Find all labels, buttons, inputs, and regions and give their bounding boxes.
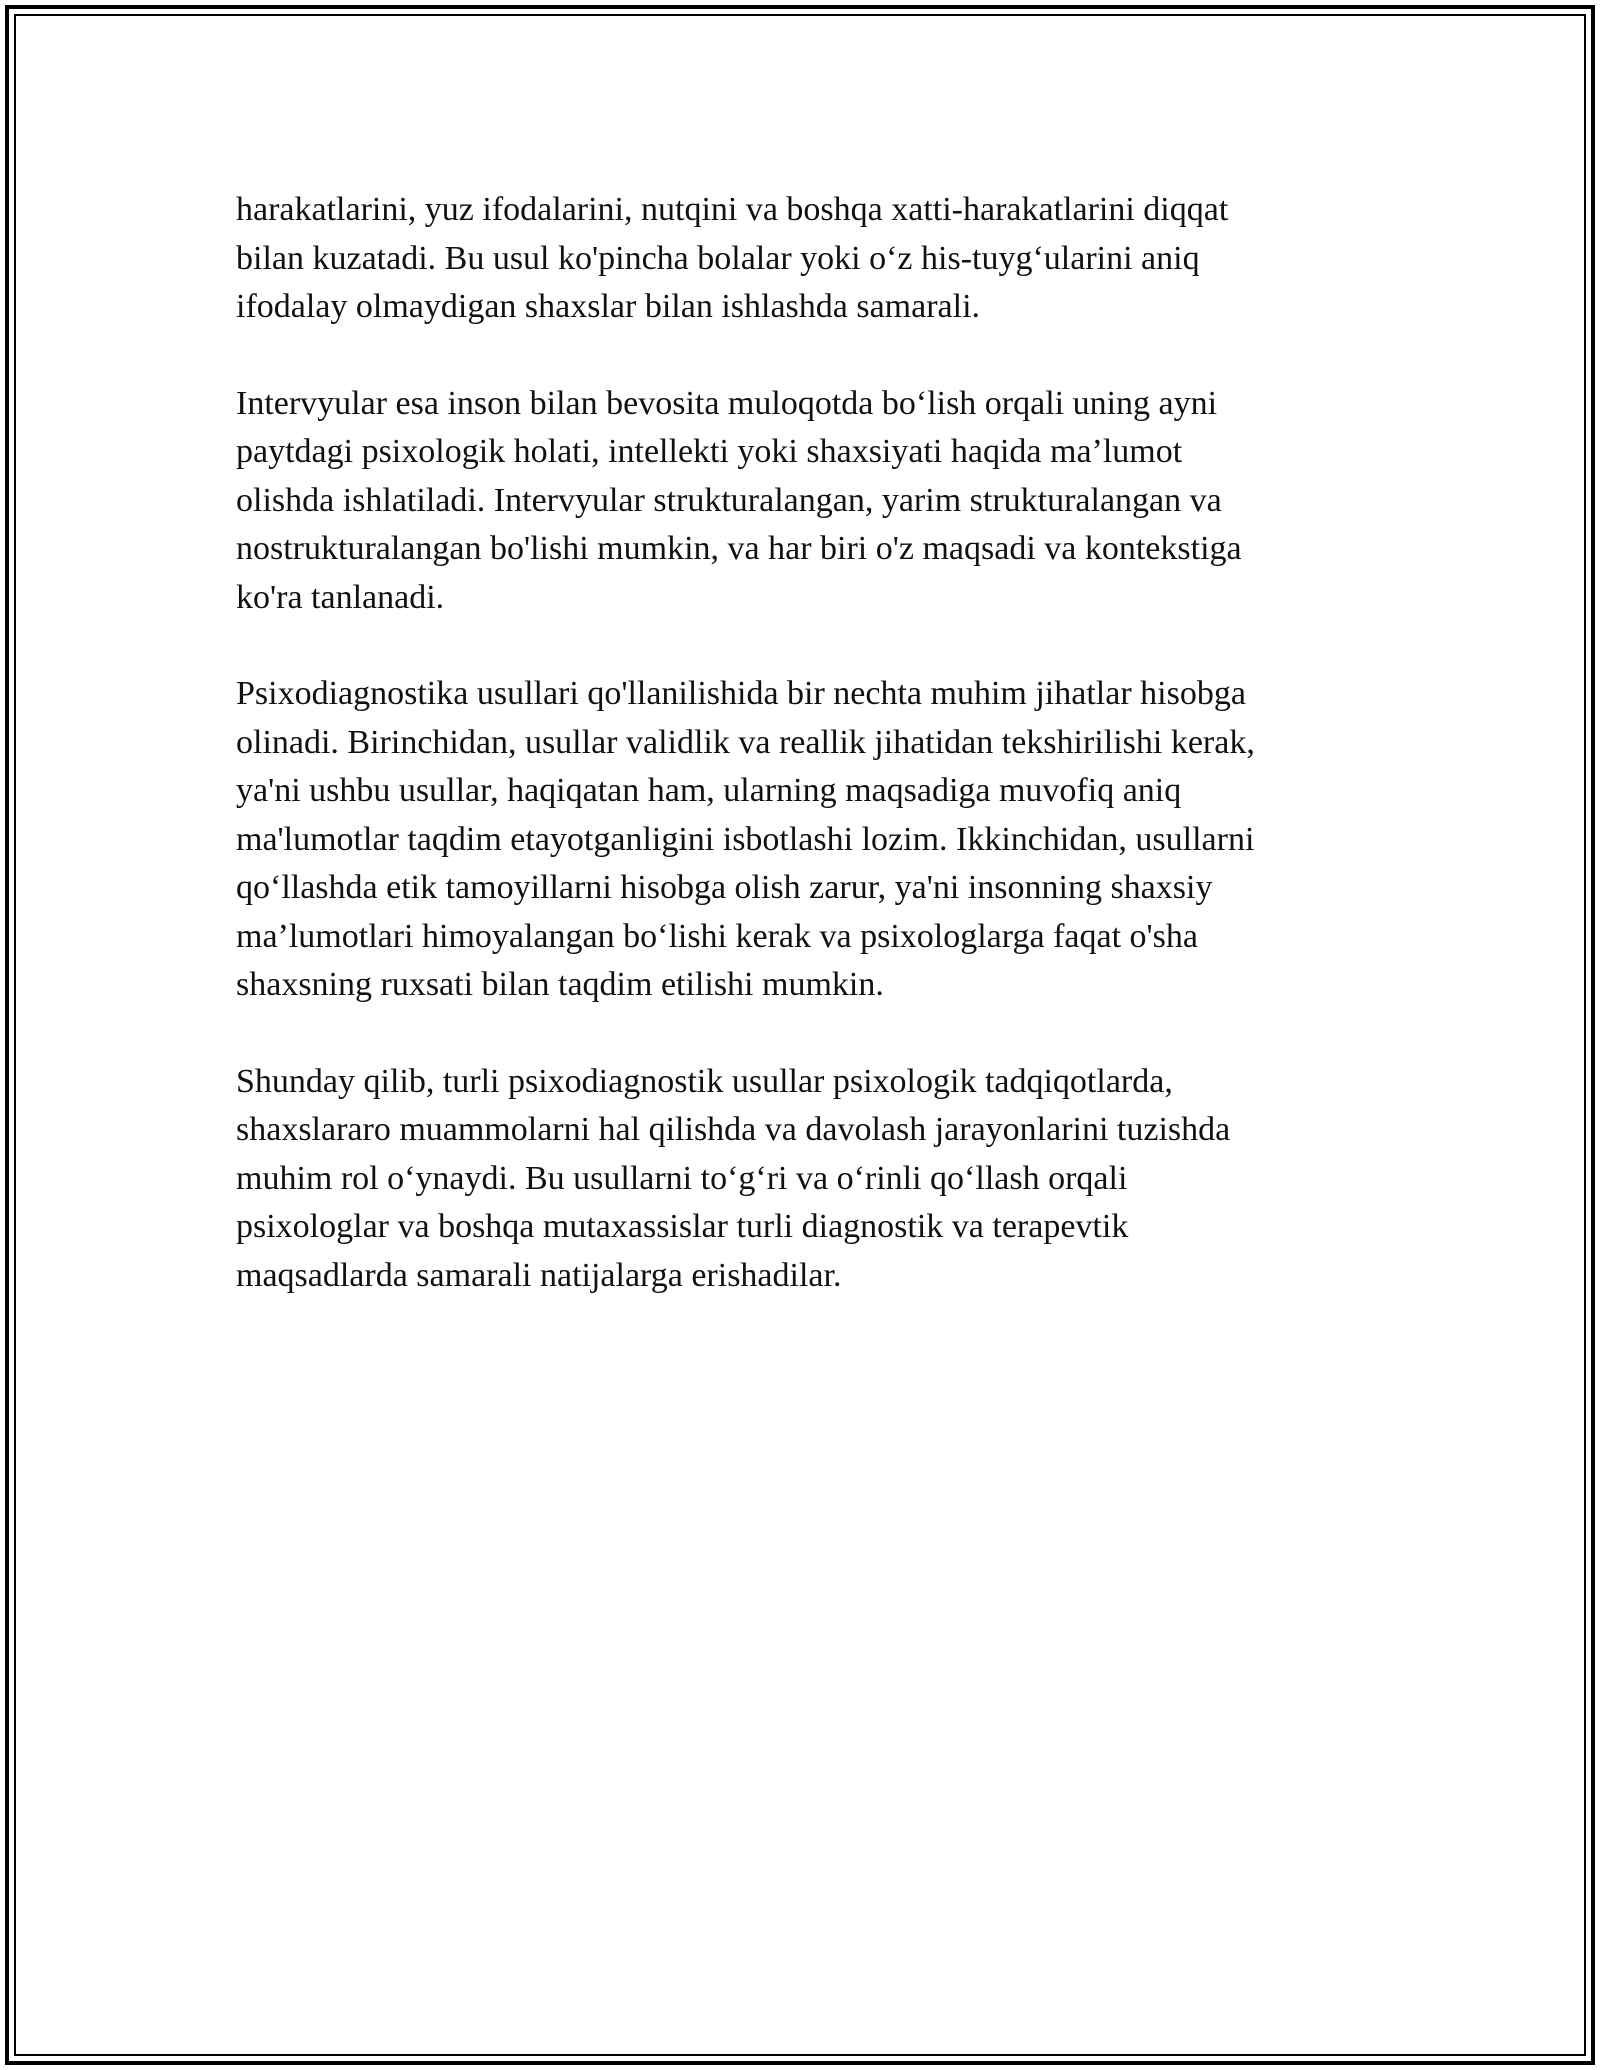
text-line: ma'lumotlar taqdim etayotganligini isbotlashi lozim. Ikkinchidan, usullarni bbox=[236, 820, 1255, 858]
text-line: harakatlarini, yuz ifodalarini, nutqini va boshqa xatti-harakatlarini diqqat bbox=[236, 191, 1229, 228]
text-line: Psixodiagnostika usullari qo'llanilishida bir nechta muhim jihatlar hisobga bbox=[236, 675, 1246, 712]
document-body bbox=[236, 186, 1356, 1348]
paragraph-interviews bbox=[236, 380, 1356, 623]
text-line: ma’lumotlari himoyalangan bo‘lishi kerak va psixologlarga faqat o'sha bbox=[236, 917, 1198, 955]
text-line: Intervyular esa inson bilan bevosita muloqotda bo‘lish orqali uning ayni bbox=[236, 384, 1218, 422]
text-line: shaxsning ruxsati bilan taqdim etilishi mumkin. bbox=[236, 966, 884, 1003]
text-line: muhim rol o‘ynaydi. Bu usullarni to‘g‘ri va o‘rinli qo‘llash orqali bbox=[236, 1159, 1128, 1197]
text-line: ko'ra tanlanadi. bbox=[236, 578, 445, 616]
paragraph-conclusion bbox=[236, 1058, 1356, 1301]
paragraph-observation bbox=[236, 186, 1356, 332]
paragraph-methods-application bbox=[236, 670, 1356, 1010]
text-line: qo‘llashda etik tamoyillarni hisobga olish zarur, ya'ni insonning shaxsiy bbox=[236, 869, 1213, 906]
text-line: Shunday qilib, turli psixodiagnostik usullar psixologik tadqiqotlarda, bbox=[236, 1062, 1173, 1100]
text-line: ifodalay olmaydigan shaxslar bilan ishlashda samarali. bbox=[236, 288, 981, 325]
text-line: shaxslararo muammolarni hal qilishda va davolash jarayonlarini tuzishda bbox=[236, 1111, 1231, 1148]
text-line: paytdagi psixologik holati, intellekti yoki shaxsiyati haqida ma’lumot bbox=[236, 433, 1183, 470]
text-line: bilan kuzatadi. Bu usul ko'pincha bolalar yoki o‘z his-tuyg‘ularini aniq bbox=[236, 239, 1200, 277]
text-line: nostrukturalangan bo'lishi mumkin, va har biri o'z maqsadi va kontekstiga bbox=[236, 530, 1242, 567]
text-line: olishda ishlatiladi. Intervyular strukturalangan, yarim strukturalangan va bbox=[236, 481, 1222, 519]
text-line: maqsadlarda samarali natijalarga erishadilar. bbox=[236, 1256, 842, 1294]
text-line: ya'ni ushbu usullar, haqiqatan ham, ularning maqsadiga muvofiq aniq bbox=[236, 772, 1182, 809]
text-line: psixologlar va boshqa mutaxassislar turli diagnostik va terapevtik bbox=[236, 1208, 1129, 1245]
text-line: olinadi. Birinchidan, usullar validlik va reallik jihatidan tekshirilishi kerak, bbox=[236, 723, 1255, 761]
